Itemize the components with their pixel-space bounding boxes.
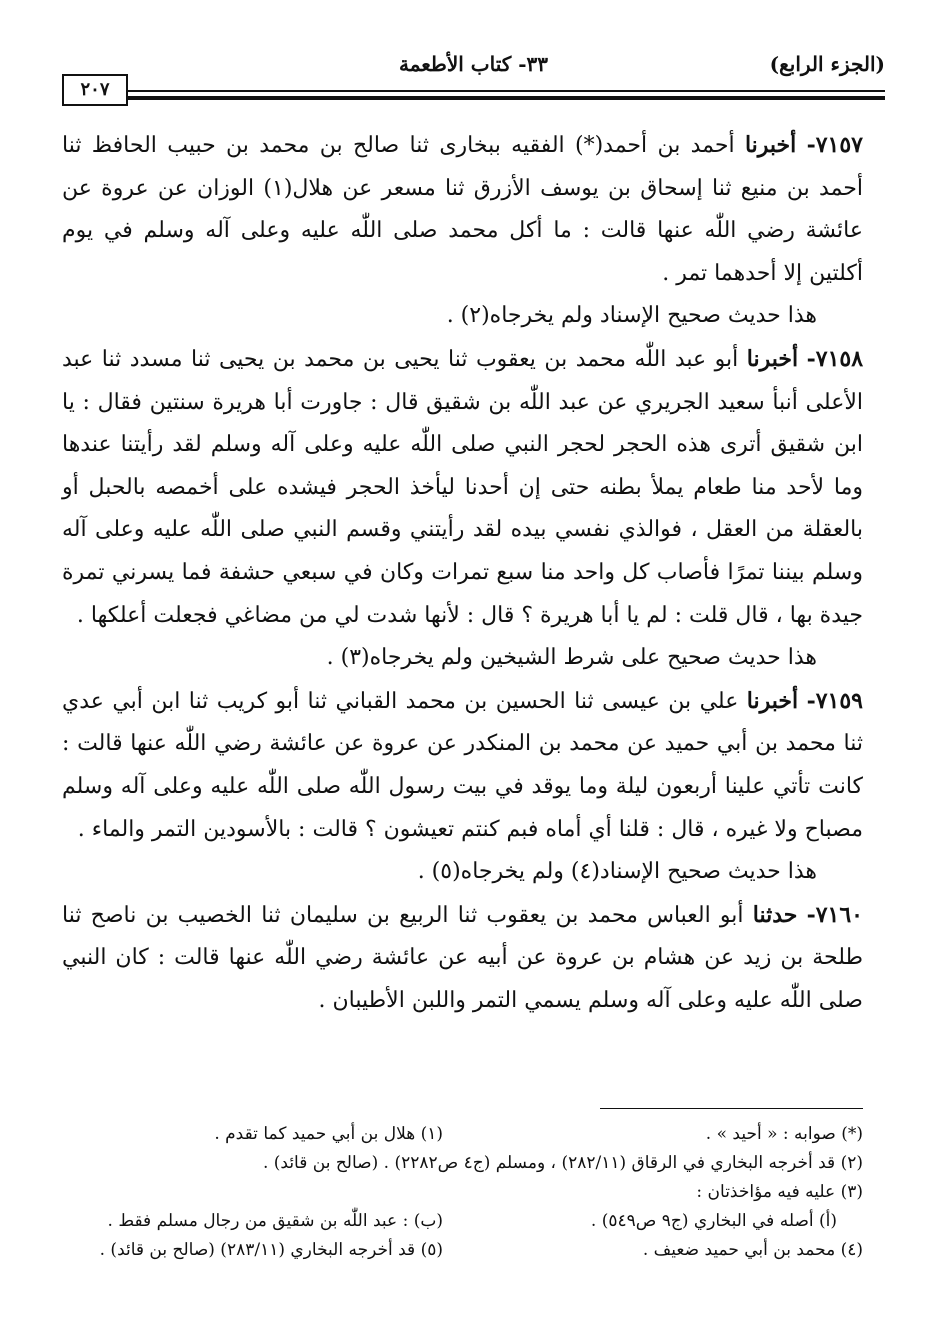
chapter-title: ٣٣- كتاب الأطعمة — [398, 52, 549, 76]
hadith-text: أبو العباس محمد بن يعقوب ثنا الربيع بن سليمان ثنا الخصيب بن ناصح ثنا طلحة بن زيد عن هشام بن عروة عن أبيه عن عائشة رضي اللّٰه عنها قالت : كان النبي صلى اللّٰه عليه وعلى آله وسلم يسمي التمر واللبن الأطيبان . — [62, 902, 863, 1013]
footnote-3: (٣) عليه فيه مؤاخذتان : — [696, 1182, 863, 1202]
page-number: ٢٠٧ — [62, 74, 128, 106]
hadith-verdict: هذا حديث صحيح الإسناد ولم يخرجاه(٢) . — [446, 303, 817, 329]
footnote-3a: (أ) أصله في البخاري (ج٩ ص٥٤٩) . — [590, 1211, 837, 1231]
main-text — [62, 124, 863, 1022]
volume-label: (الجزء الرابع) — [769, 52, 885, 76]
footnote-row — [52, 1178, 863, 1207]
footnote-row — [52, 1236, 863, 1265]
footnote-2: (٢) قد أخرجه البخاري في الرقاق (٢٨٢/١١) ، ومسلم (ج٤ ص٢٢٨٢) . (صالح بن قائد) . — [262, 1153, 863, 1173]
footnote-1: (١) هلال بن أبي حميد كما تقدم . — [214, 1124, 443, 1144]
footnote-row — [52, 1149, 863, 1178]
hadith-paragraph — [62, 124, 863, 295]
footnotes — [52, 1120, 863, 1265]
hadith-number: ٧١٥٧- — [806, 132, 863, 158]
footnote-row — [52, 1207, 863, 1236]
hadith-paragraph — [62, 338, 863, 637]
footnote-4: (٤) محمد بن أبي حميد ضعيف . — [642, 1240, 863, 1260]
header-rule-thick — [126, 96, 885, 100]
footnote-3b: (ب) : عبد اللّٰه بن شقيق من رجال مسلم فقط . — [107, 1211, 443, 1231]
narration-lead: حدثنا — [752, 901, 798, 928]
hadith-number: ٧١٥٨- — [806, 345, 864, 372]
hadith-paragraph — [62, 680, 863, 851]
hadith-text: علي بن عيسى ثنا الحسين بن محمد القباني ثنا أبو كريب ثنا ابن أبي عدي ثنا محمد بن أبي حميد عن محمد بن المنكدر عن عروة عن عائشة رضي اللّٰه عنها قالت : كانت تأتي علينا أربعون ليلة وما يوقد في بيت رسول اللّٰه صلى اللّٰه عليه وعلى آله وسلم مصباح ولا غيره ، قال : قلنا أي أماه فبم كنتم تعيشون ؟ قالت : بالأسودين التمر والماء . — [62, 688, 863, 842]
hadith-text: أحمد بن أحمد(*) الفقيه ببخارى ثنا صالح بن محمد بن حبيب الحافظ ثنا أحمد بن منيع ثنا إسحاق بن يوسف الأزرق ثنا مسعر عن هلال(١) الوزان عن عروة عن عائشة رضي اللّٰه عنها قالت : ما أكل محمد صلى اللّٰه عليه وعلى آله وسلم في يوم أكلتين إلا أحدهما تمر . — [62, 133, 863, 286]
footnote-separator — [600, 1108, 863, 1109]
header-rule-thin — [126, 90, 885, 92]
running-header — [62, 48, 885, 82]
hadith-verdict: هذا حديث صحيح الإسناد(٤) ولم يخرجاه(٥) . — [417, 859, 817, 885]
narration-lead: أخبرنا — [744, 132, 797, 158]
footnote-row — [52, 1120, 863, 1149]
hadith-text: أبو عبد اللّٰه محمد بن يعقوب ثنا يحيى بن محمد بن يحيى ثنا مسدد ثنا عبد الأعلى أنبأ سعيد الجريري عن عبد اللّٰه بن شقيق قال : جاورت أبا هريرة سنتين فقال : يا ابن شقيق أترى هذه الحجر لحجر النبي صلى اللّٰه عليه وعلى آله وسلم لقد رأيتنا عندها وما لأحد منا طعام يملأ بطنه حتى إن أحدنا ليأخذ الحجر فيشده على أخمصه بالحبل أو بالعقلة من العقل ، فوالذي نفسي بيده لقد رأيتني وقسم النبي صلى اللّٰه عليه وعلى آله وسلم بيننا تمرًا فأصاب كل واحد منا سبع تمرات وكان في سبعي حشفة فما يسرني تمرة جيدة بها ، قال قلت : لم يا أبا هريرة ؟ قال : لأنها شدت لي من مضاغي فجعلت أعلكها . — [62, 346, 863, 628]
hadith-verdict: هذا حديث صحيح على شرط الشيخين ولم يخرجاه(٣) . — [326, 645, 817, 671]
narration-lead: أخبرنا — [746, 687, 799, 714]
narration-lead: أخبرنا — [746, 345, 799, 372]
footnote-5: (٥) قد أخرجه البخاري (٢٨٣/١١) (صالح بن قائد) . — [99, 1240, 443, 1260]
hadith-number: ٧١٥٩- — [806, 687, 863, 714]
hadith-paragraph — [62, 894, 863, 1023]
footnote-star: (*) صوابه : « أحيد » . — [705, 1124, 863, 1144]
hadith-number: ٧١٦٠- — [806, 901, 863, 928]
